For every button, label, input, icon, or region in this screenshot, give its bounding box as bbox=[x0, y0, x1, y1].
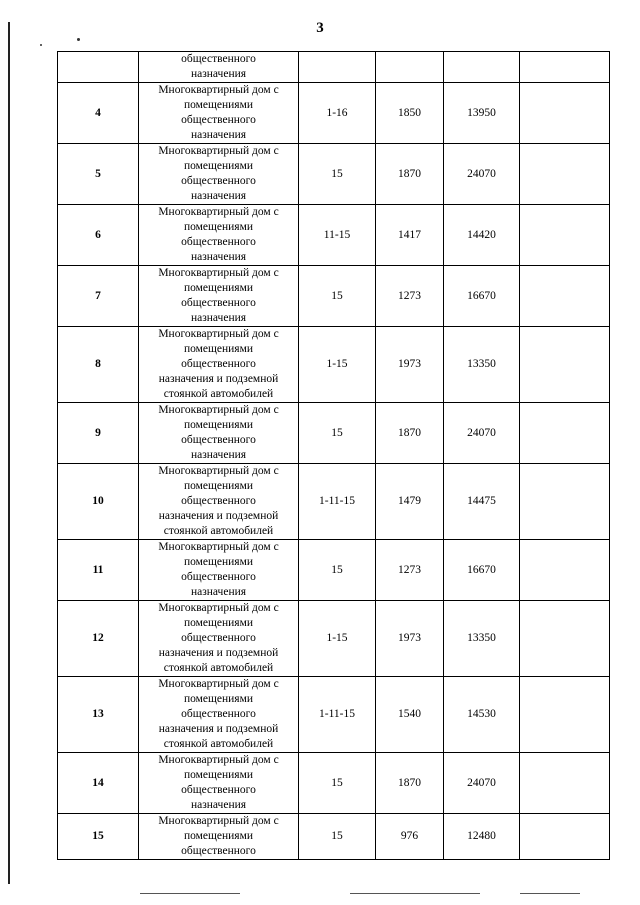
cell-number: 12 bbox=[58, 601, 139, 677]
cell-value-2: 24070 bbox=[444, 753, 520, 814]
cell-value-1: 1973 bbox=[376, 327, 444, 403]
cell-number: 10 bbox=[58, 464, 139, 540]
cell-description: общественного назначения bbox=[139, 52, 299, 83]
cell-description: Многоквартирный дом с помещениями общественного назначения bbox=[139, 266, 299, 327]
cell-extra bbox=[520, 753, 610, 814]
cell-extra bbox=[520, 464, 610, 540]
cell-number: 8 bbox=[58, 327, 139, 403]
cell-value-1: 1870 bbox=[376, 403, 444, 464]
cell-number: 4 bbox=[58, 83, 139, 144]
cell-number: 11 bbox=[58, 540, 139, 601]
cell-floors bbox=[299, 52, 376, 83]
table-row bbox=[58, 144, 610, 205]
cell-number: 15 bbox=[58, 814, 139, 860]
cell-floors: 11-15 bbox=[299, 205, 376, 266]
table-row bbox=[58, 266, 610, 327]
cell-value-2: 12480 bbox=[444, 814, 520, 860]
cell-extra bbox=[520, 677, 610, 753]
cell-extra bbox=[520, 814, 610, 860]
cell-value-2: 13350 bbox=[444, 601, 520, 677]
cell-floors: 15 bbox=[299, 540, 376, 601]
cell-description: Многоквартирный дом с помещениями общественного назначения bbox=[139, 205, 299, 266]
cell-extra bbox=[520, 601, 610, 677]
table-row bbox=[58, 327, 610, 403]
table-row bbox=[58, 52, 610, 83]
cell-number: 13 bbox=[58, 677, 139, 753]
cell-floors: 15 bbox=[299, 814, 376, 860]
cell-floors: 1-11-15 bbox=[299, 677, 376, 753]
cell-number: 5 bbox=[58, 144, 139, 205]
cell-value-2: 16670 bbox=[444, 540, 520, 601]
cell-value-1: 1870 bbox=[376, 144, 444, 205]
cell-number: 6 bbox=[58, 205, 139, 266]
table-row bbox=[58, 464, 610, 540]
footer-line bbox=[140, 893, 240, 894]
cell-floors: 15 bbox=[299, 403, 376, 464]
cell-description: Многоквартирный дом с помещениями общественного назначения bbox=[139, 144, 299, 205]
scan-speck bbox=[77, 38, 80, 41]
table-row bbox=[58, 601, 610, 677]
cell-value-1: 1850 bbox=[376, 83, 444, 144]
buildings-table bbox=[57, 51, 610, 860]
cell-floors: 1-16 bbox=[299, 83, 376, 144]
cell-description: Многоквартирный дом с помещениями общественного назначения bbox=[139, 540, 299, 601]
cell-value-1: 1273 bbox=[376, 266, 444, 327]
cell-number: 14 bbox=[58, 753, 139, 814]
cell-description: Многоквартирный дом с помещениями общественного назначения bbox=[139, 403, 299, 464]
cell-description: Многоквартирный дом с помещениями общественного назначения и подземной стоянкой автомобилей bbox=[139, 327, 299, 403]
cell-value-1 bbox=[376, 52, 444, 83]
cell-value-2: 14475 bbox=[444, 464, 520, 540]
cell-extra bbox=[520, 403, 610, 464]
cell-description: Многоквартирный дом с помещениями общественного назначения bbox=[139, 753, 299, 814]
cell-description: Многоквартирный дом с помещениями общественного назначения и подземной стоянкой автомобилей bbox=[139, 601, 299, 677]
table-row bbox=[58, 205, 610, 266]
cell-value-1: 1973 bbox=[376, 601, 444, 677]
cell-extra bbox=[520, 540, 610, 601]
cell-value-2 bbox=[444, 52, 520, 83]
cell-value-2: 16670 bbox=[444, 266, 520, 327]
cell-value-2: 13950 bbox=[444, 83, 520, 144]
cell-description: Многоквартирный дом с помещениями общественного назначения и подземной стоянкой автомобилей bbox=[139, 464, 299, 540]
footer-line bbox=[350, 893, 480, 894]
cell-extra bbox=[520, 52, 610, 83]
cell-value-1: 1479 bbox=[376, 464, 444, 540]
cell-number bbox=[58, 52, 139, 83]
cell-value-2: 24070 bbox=[444, 144, 520, 205]
cell-value-2: 14420 bbox=[444, 205, 520, 266]
cell-value-1: 976 bbox=[376, 814, 444, 860]
cell-description: Многоквартирный дом с помещениями общественного назначения и подземной стоянкой автомобилей bbox=[139, 677, 299, 753]
cell-extra bbox=[520, 327, 610, 403]
cell-value-2: 13350 bbox=[444, 327, 520, 403]
table-body bbox=[58, 52, 610, 860]
table-row bbox=[58, 753, 610, 814]
cell-floors: 1-15 bbox=[299, 327, 376, 403]
cell-extra bbox=[520, 83, 610, 144]
cell-value-2: 14530 bbox=[444, 677, 520, 753]
scan-edge-line bbox=[8, 22, 10, 884]
cell-number: 7 bbox=[58, 266, 139, 327]
table-row bbox=[58, 403, 610, 464]
table-row bbox=[58, 83, 610, 144]
cell-floors: 15 bbox=[299, 266, 376, 327]
scan-speck bbox=[40, 44, 42, 46]
cell-value-2: 24070 bbox=[444, 403, 520, 464]
cell-value-1: 1870 bbox=[376, 753, 444, 814]
cell-extra bbox=[520, 144, 610, 205]
cell-floors: 15 bbox=[299, 144, 376, 205]
cell-floors: 1-15 bbox=[299, 601, 376, 677]
table-row bbox=[58, 540, 610, 601]
table-row bbox=[58, 677, 610, 753]
cell-value-1: 1273 bbox=[376, 540, 444, 601]
cell-number: 9 bbox=[58, 403, 139, 464]
cell-description: Многоквартирный дом с помещениями общественного назначения bbox=[139, 83, 299, 144]
cell-floors: 15 bbox=[299, 753, 376, 814]
cell-value-1: 1540 bbox=[376, 677, 444, 753]
page-number: 3 bbox=[316, 20, 324, 36]
cell-value-1: 1417 bbox=[376, 205, 444, 266]
footer-line bbox=[520, 893, 580, 894]
cell-description: Многоквартирный дом с помещениями общественного bbox=[139, 814, 299, 860]
cell-floors: 1-11-15 bbox=[299, 464, 376, 540]
table-row bbox=[58, 814, 610, 860]
cell-extra bbox=[520, 205, 610, 266]
cell-extra bbox=[520, 266, 610, 327]
